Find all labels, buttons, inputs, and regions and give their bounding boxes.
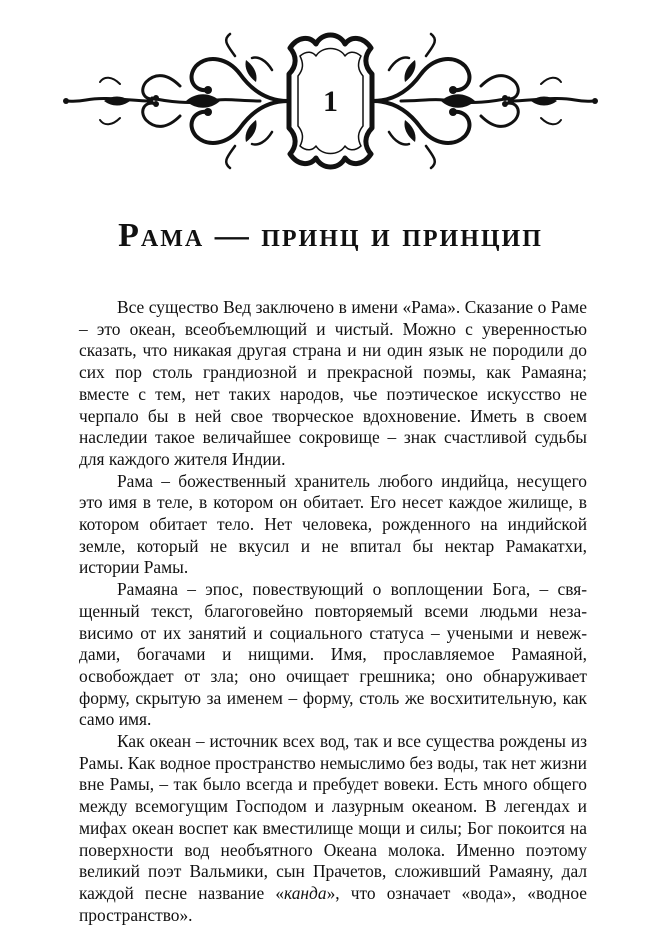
chapter-number: 1 [323, 85, 338, 118]
paragraph-3: Рамаяна – эпос, повествующий о воплощении Бога, – священный текст, благоговейно повторяемый всеми людьми независимо от их занятий и социального статуса – учеными и невеждами, богачами и нищими. Имя, прославляемое Рамаяной, освобождает от зла; оно очищает грешника; оно обнаруживает форму, скрытую за именем – форму, столь же восхитительную, как само имя. [79, 579, 587, 730]
paragraph-4-ending: », что означает «вода», «водное пространство». [79, 882, 588, 925]
emphasis-kanda: канда [284, 882, 327, 903]
paragraph-1: Все существо Вед заключено в имени «Рама». Сказание о Раме – это океан, всеобъемлющий и чистый. Можно с уверенностью сказать, что никакая другая страна и ни один язык не породили до сих пор столь грандиозной и прекрасной поэмы, как Рамаяна; вместе с тем, нет таких народов, чье поэтическое искусство не черпало бы в ней свое творческое вдохновение. Иметь в своем наследии такое величайшее сокровище – знак счастливой судьбы для каждого жителя Индии. [79, 297, 587, 469]
chapter-body [79, 297, 587, 926]
paragraph-2: Рама – божественный хранитель любого индийца, несущего это имя в теле, в котором он обитает. Его несет каждое жилище, в котором обитает тело. Нет человека, рожденного на индийской земле, который не вкусил и не впитал бы нектар Рамакатхи, истории Рамы. [79, 470, 587, 578]
paragraph-4-text: Как океан – источник всех вод, так и все существа рождены из Рамы. Как водное пространство немыслимо без воды, так нет жизни вне Рамы, – так было всегда и пребудет вовеки. Есть много общего между всемогущим Господом и лазурным океаном. В легендах и мифах океан воспет как вместилище мощи и силы; Бог покоится на поверхности вод необъятного Океана молока. Именно поэтому великий поэт Вальмики, сын Прачетов, сложивший Рамаяну, дал каждой песне название « [79, 731, 587, 903]
chapter-title: Рама — принц и принцип [118, 217, 543, 254]
paragraph-4 [79, 731, 587, 926]
